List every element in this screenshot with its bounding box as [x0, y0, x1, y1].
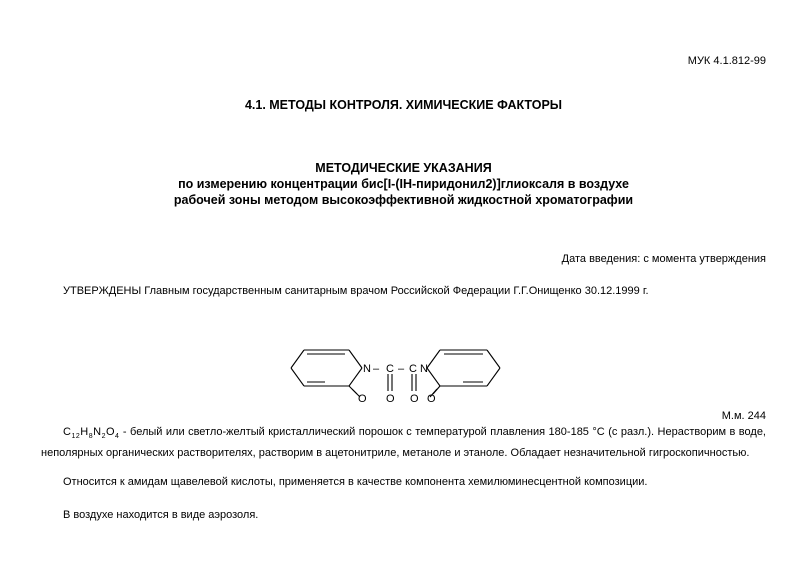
atom-n-left: N — [363, 363, 371, 375]
atom-c-2: C — [409, 363, 417, 375]
structure-atom-labels — [358, 363, 436, 405]
atom-n-right: N — [420, 363, 428, 375]
formula-c-count: 12 — [71, 433, 81, 440]
approval-statement: УТВЕРЖДЕНЫ Главным государственным санитарным врачом Российской Федерации Г.Г.Онищенко 30.12.1999 г. — [63, 285, 649, 297]
molar-mass: М.м. 244 — [721, 410, 766, 422]
section-title: 4.1. МЕТОДЫ КОНТРОЛЯ. ХИМИЧЕСКИЕ ФАКТОРЫ — [244, 98, 563, 112]
title-line-1: МЕТОДИЧЕСКИЕ УКАЗАНИЯ — [315, 161, 492, 175]
chemical-formula — [63, 426, 119, 438]
title-line-2: по измерению концентрации бис[I-(IH-пиридонил2)]глиоксаля в воздухе — [178, 177, 629, 191]
formula-o: O — [105, 426, 116, 438]
main-title — [0, 160, 807, 208]
structural-formula — [287, 338, 537, 410]
bond-dash-1: – — [373, 363, 380, 375]
bond-dash-2: – — [398, 363, 405, 375]
right-pyridone-ring — [427, 350, 500, 397]
atom-o-4: O — [427, 393, 436, 405]
usage-paragraph: Относится к амидам щавелевой кислоты, применяется в качестве компонента хемилюминесцентной композиции. — [63, 476, 648, 488]
introduction-date: Дата введения: с момента утверждения — [561, 253, 766, 265]
title-line-3: рабочей зоны методом высокоэффективной жидкостной хроматографии — [173, 193, 634, 207]
aerosol-paragraph: В воздухе находится в виде аэрозоля. — [63, 509, 259, 521]
atom-o-2: O — [386, 393, 395, 405]
formula-n-count: 2 — [101, 433, 106, 440]
formula-h-count: 8 — [88, 433, 94, 440]
description-paragraph — [41, 422, 766, 464]
description-text: - белый или светло-желтый кристаллический порошок с температурой плавления 180-185 °С (с разл.). Нерастворим в воде, неполярных органических растворителях, растворим в ацетонитриле, метаноле и этаноле. Обладает незначительной гигроскопичностью. — [41, 426, 766, 459]
formula-c: C — [63, 426, 72, 438]
left-pyridone-ring — [291, 350, 362, 397]
atom-c-1: C — [386, 363, 394, 375]
atom-o-1: O — [358, 393, 367, 405]
formula-n: N — [93, 426, 102, 438]
carbonyl-bonds — [388, 374, 416, 391]
formula-h: H — [80, 426, 89, 438]
atom-o-3: O — [410, 393, 419, 405]
formula-o-count: 4 — [115, 433, 120, 440]
document-code: МУК 4.1.812-99 — [687, 55, 766, 67]
